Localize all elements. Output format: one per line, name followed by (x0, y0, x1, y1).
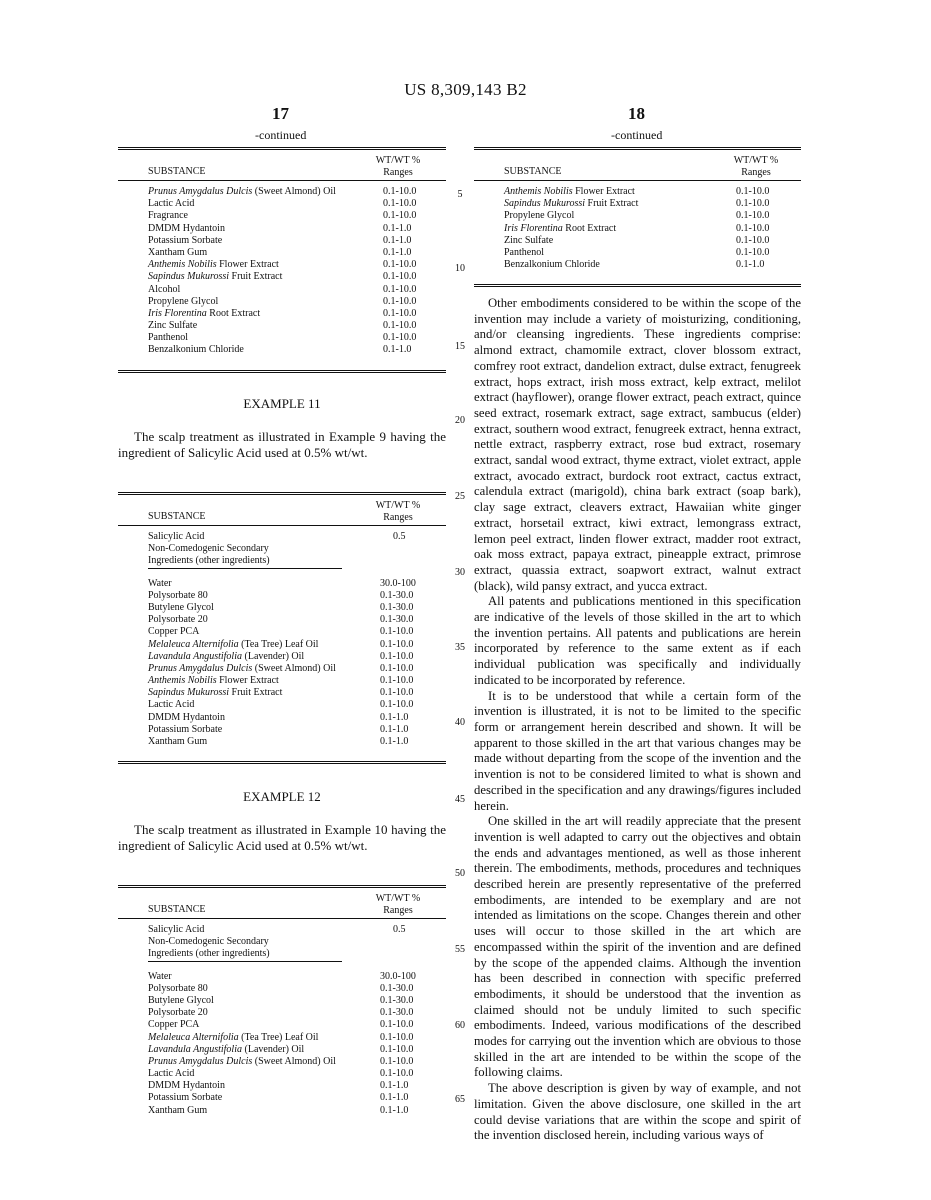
line-number: 5 (457, 189, 463, 200)
substance-name (148, 320, 197, 332)
substance-name (148, 1080, 225, 1092)
substance-name (148, 308, 260, 320)
example-12-text: The scalp treatment as illustrated in Example 10 having the ingredient of Salicylic Acid used at 0.5% wt/wt. (118, 822, 446, 853)
table-row (118, 948, 446, 960)
substance-text: (Sweet Almond) Oil (252, 186, 336, 197)
substance-text: Polysorbate 20 (148, 614, 208, 626)
substance-text: Non-Comedogenic Secondary (148, 543, 269, 555)
substance-latin-name: Iris Florentina (148, 307, 207, 319)
table-row (118, 1032, 446, 1044)
substance-name (148, 578, 172, 590)
substance-name (148, 531, 204, 543)
substance-latin-name: Sapindus Mukurossi (148, 687, 230, 699)
substance-latin-name: Anthemis Nobilis (504, 186, 573, 197)
table-row (118, 223, 446, 235)
substance-name (504, 210, 574, 222)
line-number: 35 (455, 642, 465, 653)
paragraph-understood: It is to be understood that while a certain form of the invention is illustrated, it is not to be limited to the specific form or arrangement herein described and shown. It will be apparent to those skilled in the art that various changes may be made without departing from the scope of the invention and the invention is not to be considered limited to what is shown and described in the specification and any drawings/figures included herein. (474, 688, 801, 813)
range-value: 0.1-1.0 (383, 246, 412, 258)
right-continued-table (474, 147, 801, 287)
table-row (118, 247, 446, 259)
table-row (118, 271, 446, 283)
range-value: 0.1-1.0 (380, 711, 409, 723)
substance-text: Salicylic Acid (148, 924, 205, 935)
table-row (118, 651, 446, 663)
substance-text: Xantham Gum (148, 1104, 208, 1116)
substance-name (148, 614, 208, 626)
range-value: 0.1-1.0 (383, 344, 412, 356)
table-row (474, 247, 801, 259)
table-row (118, 284, 446, 296)
substance-text: Potassium Sorbate (148, 1092, 223, 1104)
range-value: 0.1-30.0 (380, 1007, 414, 1019)
range-value: 0.1-1.0 (736, 259, 765, 271)
substance-text: Flower Extract (572, 186, 635, 197)
line-number: 55 (455, 944, 465, 955)
substance-name (148, 1007, 208, 1019)
substance-text: Potassium Sorbate (148, 723, 223, 735)
range-value: 30.0-100 (380, 577, 416, 589)
range-value: 0.5 (393, 531, 406, 542)
range-value: 0.1-30.0 (380, 601, 414, 613)
substance-text: Ingredients (other ingredients) (148, 555, 270, 567)
example-11-text: The scalp treatment as illustrated in Example 9 having the ingredient of Salicylic Acid used at 0.5% wt/wt. (118, 429, 446, 460)
paragraph-skilled-in-art: One skilled in the art will readily appreciate that the present invention is well adapted to carry out the objectives and obtain the ends and advantages mentioned, as well as those inherent therein. The embodiments, methods, procedures and techniques described herein are presently representative of the preferred embodiments, are intended to be exemplary and are not intended as limitations on the scope. Changes therein and other uses will occur to those skilled in the art which are encompassed within the spirit of the invention and are defined by the scope of the appended claims. Although the invention has been described in connection with specific preferred embodiments, it should be understood that the invention as claimed should not be unduly limited to such specific embodiments. Indeed, various modifications of the described modes for carrying out the invention which are obvious to those skilled in the art are intended to be within the scope of the following claims. (474, 814, 801, 1080)
table-row (118, 235, 446, 247)
substance-name (148, 284, 180, 296)
substance-text: Lactic Acid (148, 699, 195, 711)
table-row (118, 936, 446, 948)
range-value: 0.1-1.0 (383, 234, 412, 246)
right-continued-label: -continued (611, 128, 663, 142)
range-value: 0.1-1.0 (380, 1080, 409, 1092)
table-row (118, 1068, 446, 1080)
table-row (118, 1056, 446, 1068)
line-number: 15 (455, 341, 465, 352)
substance-text: Polysorbate 80 (148, 982, 208, 994)
range-value: 0.1-1.0 (380, 723, 409, 735)
substance-text: Water (148, 577, 172, 589)
substance-text: Benzalkonium Chloride (504, 259, 600, 271)
left-continued-label: -continued (255, 128, 307, 142)
substance-text: Copper PCA (148, 626, 200, 638)
range-value: 0.1-10.0 (380, 1055, 414, 1067)
substance-text: Panthenol (504, 246, 544, 258)
range-value: 0.1-30.0 (380, 994, 414, 1006)
substance-name (148, 1044, 304, 1056)
substance-text: (Sweet Almond) Oil (252, 1055, 336, 1067)
left-continued-table (118, 147, 446, 373)
range-value: 0.1-10.0 (380, 699, 414, 711)
substance-name (148, 1032, 318, 1044)
table-row (118, 198, 446, 210)
table-row (118, 639, 446, 651)
substance-name (148, 1092, 222, 1104)
table-row (474, 186, 801, 198)
substance-latin-name: Prunus Amygdalus Dulcis (148, 186, 253, 197)
table-row (118, 687, 446, 699)
table-row (118, 983, 446, 995)
table-row (118, 1007, 446, 1019)
line-number: 45 (455, 794, 465, 805)
table-row (118, 531, 446, 543)
substance-text: Panthenol (148, 332, 188, 344)
table-row (118, 1019, 446, 1031)
range-value: 30.0-100 (380, 970, 416, 982)
substance-name (148, 543, 269, 555)
range-value: 0.1-10.0 (736, 234, 770, 246)
range-value: 0.1-10.0 (736, 186, 770, 197)
substance-latin-name: Lavandula Angustifolia (148, 1043, 242, 1055)
range-value: 0.1-1.0 (380, 736, 409, 747)
table-row (118, 210, 446, 222)
substance-name (148, 687, 282, 699)
paragraph-above-description: The above description is given by way of example, and not limitation. Given the above disclosure, one skilled in the art could devise variations that are within the scope and spirit of the invention disclosed herein, including various ways of (474, 1081, 801, 1143)
substance-name (148, 602, 214, 614)
column-header-wt: WT/WT % (375, 500, 421, 511)
line-number: 60 (455, 1020, 465, 1031)
table-row (118, 663, 446, 675)
line-number: 65 (455, 1094, 465, 1105)
substance-name (148, 271, 282, 283)
range-value: 0.1-1.0 (380, 1104, 409, 1116)
table-row (118, 626, 446, 638)
range-value: 0.1-10.0 (383, 307, 417, 319)
substance-latin-name: Iris Florentina (504, 222, 563, 234)
table-row (118, 578, 446, 590)
substance-name (148, 983, 208, 995)
table-row (118, 1080, 446, 1092)
substance-name (148, 651, 304, 663)
range-value: 0.1-10.0 (383, 320, 417, 332)
substance-text: (Lavender) Oil (242, 1043, 305, 1055)
substance-name (148, 223, 225, 235)
paragraph-patents-publications: All patents and publications mentioned in this specification are indicative of the levels of those skilled in the art to which the invention pertains. All patents and publications are herein incorporated by reference to the same extent as if each individual publication was specifically and individually indicated to be incorporated by reference. (474, 594, 801, 687)
table-row (118, 712, 446, 724)
range-value: 0.1-10.0 (380, 626, 414, 638)
substance-text: Root Extract (206, 307, 261, 319)
substance-text: Root Extract (562, 222, 617, 234)
substance-name (148, 235, 222, 247)
substance-latin-name: Anthemis Nobilis (148, 259, 217, 271)
table-row (118, 259, 446, 271)
substance-name (148, 1019, 199, 1031)
table-row (118, 590, 446, 602)
substance-text: Fruit Extract (229, 271, 283, 283)
substance-text: DMDM Hydantoin (148, 1080, 225, 1092)
substance-name (504, 223, 616, 235)
table-row (118, 924, 446, 936)
line-number: 50 (455, 868, 465, 879)
table-row (118, 344, 446, 356)
range-value: 0.1-10.0 (383, 186, 417, 197)
range-value: 0.1-10.0 (380, 638, 414, 650)
range-value: 0.1-10.0 (736, 246, 770, 258)
substance-text: Copper PCA (148, 1019, 200, 1031)
substance-latin-name: Anthemis Nobilis (148, 675, 217, 687)
column-header-wt: WT/WT % (375, 893, 421, 904)
substance-name (148, 259, 279, 271)
substance-text: Fragrance (148, 210, 188, 222)
substance-name (148, 663, 336, 675)
table-row (118, 995, 446, 1007)
substance-text: Flower Extract (216, 259, 279, 271)
substance-name (148, 724, 222, 736)
range-value: 0.1-10.0 (383, 283, 417, 295)
range-value: 0.1-10.0 (380, 1031, 414, 1043)
substance-text: Potassium Sorbate (148, 234, 223, 246)
substance-text: (Lavender) Oil (242, 650, 305, 662)
substance-name (148, 1068, 194, 1080)
column-header-wt: WT/WT % (733, 155, 779, 166)
substance-text: Fruit Extract (229, 687, 283, 699)
substance-name (148, 675, 279, 687)
substance-text: Fruit Extract (585, 198, 639, 210)
substance-text: Benzalkonium Chloride (148, 344, 244, 356)
range-value: 0.1-10.0 (380, 650, 414, 662)
substance-latin-name: Prunus Amygdalus Dulcis (148, 662, 253, 674)
table-group-salicylic (118, 531, 446, 568)
table-row (118, 736, 446, 748)
range-value: 0.1-30.0 (380, 589, 414, 601)
substance-name (148, 247, 207, 259)
paragraph-other-embodiments: Other embodiments considered to be within the scope of the invention may include a variety of moisturizing, conditioning, and/or cleansing ingredients. These ingredients comprise: almond extract, chamomile extract, clover blossom extract, comfrey root extract, dandelion extract, dulse extract, fenugreek extract, hops extract, irish moss extract, kelp extract, melilot extract (hayflower), orange flower extract, peach extract, quince seed extract, rosemark extract, sage extract, sambucus (elder) extract, southern wood extract, fenugreek extract, henna extract, nettle extract, raspberry extract, rose bud extract, rosemary extract, sandal wood extract, thyme extract, violet extract, apple extract, avocado extract, burdock root extract, cactus extract, calendula extract (marigold), china bark extract (soap bark), clay sage extract, cleavers extract, Hawaiian white ginger extract, horsetail extract, kiwi extract, lemongrass extract, lemon peel extract, linden flower extract, madder root extract, oak moss extract, papaya extract, pineapple extract, primrose extract, quassia extract, soapwort extract, walnut extract (black), wild pansy extract, and yucca extract. (474, 296, 801, 593)
column-header-substance: SUBSTANCE (148, 904, 206, 915)
range-value: 0.1-10.0 (383, 295, 417, 307)
range-value: 0.5 (393, 924, 406, 935)
substance-text: (Sweet Almond) Oil (252, 662, 336, 674)
substance-text: Butylene Glycol (148, 601, 214, 613)
substance-name (148, 1105, 207, 1117)
substance-name (148, 555, 342, 568)
table-row (118, 186, 446, 198)
range-value: 0.1-10.0 (380, 687, 414, 699)
table-row (474, 235, 801, 247)
line-number: 10 (455, 263, 465, 274)
substance-latin-name: Prunus Amygdalus Dulcis (148, 1055, 253, 1067)
substance-name (504, 235, 553, 247)
substance-name (148, 198, 194, 210)
range-value: 0.1-10.0 (380, 1043, 414, 1055)
range-value: 0.1-10.0 (736, 210, 770, 222)
column-header-substance: SUBSTANCE (148, 511, 206, 522)
table-row (118, 543, 446, 555)
table-row (118, 699, 446, 711)
substance-text: Water (148, 970, 172, 982)
table-row (118, 320, 446, 332)
substance-text: Lactic Acid (148, 198, 195, 210)
table-row (118, 1044, 446, 1056)
substance-text: Propylene Glycol (504, 210, 575, 222)
range-value: 0.1-1.0 (380, 1092, 409, 1104)
substance-name (148, 1056, 336, 1068)
range-value: 0.1-1.0 (383, 222, 412, 234)
column-header-ranges: Ranges (383, 512, 413, 523)
substance-name (148, 210, 188, 222)
table-row (118, 332, 446, 344)
substance-name (148, 699, 194, 711)
range-value: 0.1-10.0 (383, 259, 417, 271)
table-group-secondary (118, 578, 446, 749)
example-11-table (118, 492, 446, 764)
substance-text: Xantham Gum (148, 246, 208, 258)
substance-name (504, 259, 600, 271)
substance-text: Polysorbate 20 (148, 1007, 208, 1019)
table-group-salicylic (118, 924, 446, 961)
range-value: 0.1-10.0 (380, 662, 414, 674)
substance-name (148, 995, 214, 1007)
right-page-number: 18 (628, 104, 645, 123)
substance-name (148, 639, 318, 651)
line-number: 20 (455, 415, 465, 426)
substance-text: Zinc Sulfate (148, 320, 198, 332)
substance-latin-name: Lavandula Angustifolia (148, 650, 242, 662)
substance-name (148, 712, 225, 724)
table-row (118, 308, 446, 320)
table-row (118, 1105, 446, 1117)
table-row (474, 223, 801, 235)
substance-latin-name: Sapindus Mukurossi (148, 271, 230, 283)
table-group-secondary (118, 971, 446, 1117)
column-header-substance: SUBSTANCE (148, 166, 206, 177)
substance-text: Xantham Gum (148, 736, 208, 747)
substance-name (148, 936, 269, 948)
substance-text: Alcohol (148, 283, 181, 295)
substance-text: Lactic Acid (148, 1068, 195, 1080)
substance-name (148, 344, 244, 356)
range-value: 0.1-10.0 (380, 1068, 414, 1080)
substance-name (504, 247, 544, 259)
substance-text: Non-Comedogenic Secondary (148, 936, 269, 948)
substance-latin-name: Melaleuca Alternifolia (148, 638, 239, 650)
substance-name (148, 971, 172, 983)
left-page-number: 17 (272, 104, 289, 123)
example-12-table (118, 885, 446, 1130)
example-12-heading: EXAMPLE 12 (243, 789, 321, 804)
range-value: 0.1-10.0 (380, 1019, 414, 1031)
example-11-heading: EXAMPLE 11 (243, 396, 321, 411)
range-value: 0.1-30.0 (380, 982, 414, 994)
column-header-ranges: Ranges (383, 905, 413, 916)
table-row (118, 724, 446, 736)
table-body (474, 181, 801, 284)
range-value: 0.1-30.0 (380, 614, 414, 626)
table-row (118, 614, 446, 626)
substance-name (148, 186, 336, 198)
line-number: 40 (455, 717, 465, 728)
substance-text: DMDM Hydantoin (148, 711, 225, 723)
substance-name (148, 296, 218, 308)
substance-text: DMDM Hydantoin (148, 222, 225, 234)
range-value: 0.1-10.0 (736, 198, 770, 210)
column-header-wt: WT/WT % (375, 155, 421, 166)
table-row (118, 555, 446, 567)
table-row (118, 602, 446, 614)
table-row (118, 675, 446, 687)
substance-name (148, 924, 204, 936)
substance-text: (Tea Tree) Leaf Oil (238, 638, 319, 650)
patent-number: US 8,309,143 B2 (404, 80, 527, 99)
substance-latin-name: Melaleuca Alternifolia (148, 1031, 239, 1043)
column-header-ranges: Ranges (383, 167, 413, 178)
substance-text: Zinc Sulfate (504, 234, 554, 246)
substance-text: Ingredients (other ingredients) (148, 948, 270, 960)
range-value: 0.1-10.0 (736, 222, 770, 234)
substance-text: Salicylic Acid (148, 531, 205, 542)
substance-text: Propylene Glycol (148, 295, 219, 307)
substance-text: (Tea Tree) Leaf Oil (238, 1031, 319, 1043)
table-body (118, 181, 446, 370)
table-row (474, 210, 801, 222)
table-row (118, 296, 446, 308)
substance-name (148, 626, 199, 638)
line-number: 25 (455, 491, 465, 502)
range-value: 0.1-10.0 (383, 332, 417, 344)
substance-name (504, 198, 638, 210)
table-row (474, 259, 801, 271)
right-column-text (474, 296, 801, 1144)
table-row (474, 198, 801, 210)
range-value: 0.1-10.0 (383, 271, 417, 283)
column-header-ranges: Ranges (741, 167, 771, 178)
substance-name (148, 590, 208, 602)
substance-latin-name: Sapindus Mukurossi (504, 198, 586, 210)
substance-name (504, 186, 635, 198)
range-value: 0.1-10.0 (380, 675, 414, 687)
substance-text: Polysorbate 80 (148, 589, 208, 601)
substance-name (148, 332, 188, 344)
table-row (118, 1092, 446, 1104)
table-row (118, 971, 446, 983)
range-value: 0.1-10.0 (383, 198, 417, 210)
substance-text: Butylene Glycol (148, 994, 214, 1006)
column-header-substance: SUBSTANCE (504, 166, 562, 177)
substance-name (148, 736, 207, 748)
substance-name (148, 948, 342, 961)
line-number: 30 (455, 567, 465, 578)
range-value: 0.1-10.0 (383, 210, 417, 222)
substance-text: Flower Extract (216, 675, 279, 687)
